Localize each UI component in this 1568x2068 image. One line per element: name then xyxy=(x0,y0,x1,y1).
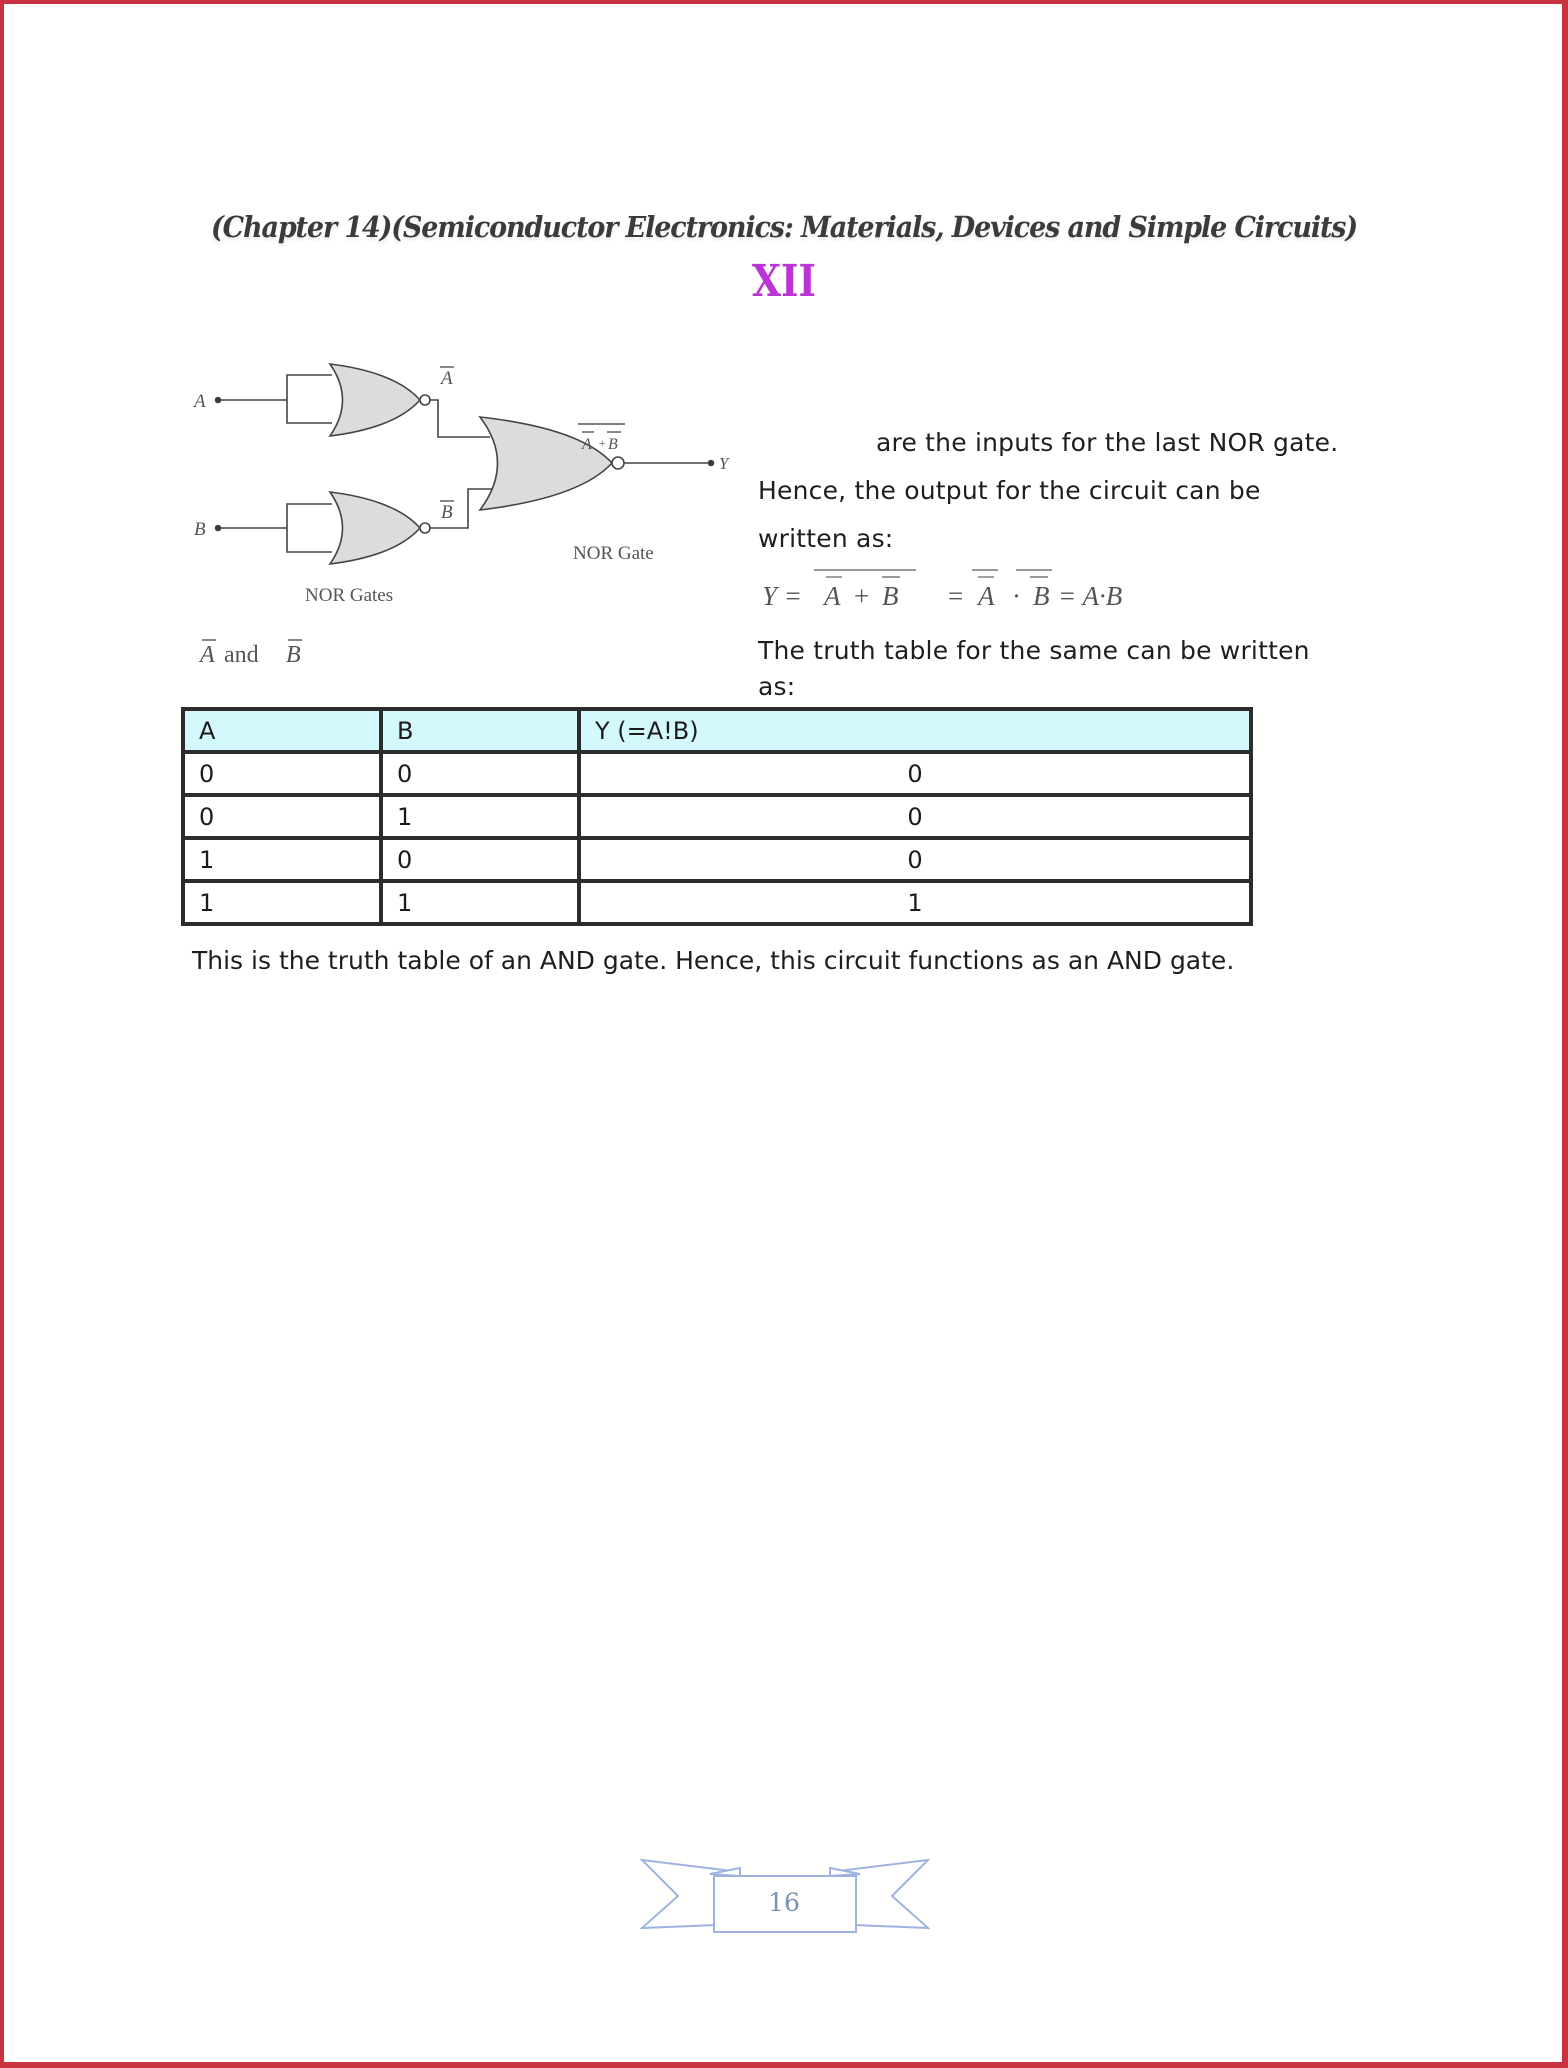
cell-b: 0 xyxy=(381,838,579,881)
nor-circuit-diagram xyxy=(180,340,760,680)
input-a-label: A xyxy=(194,391,206,412)
table-row xyxy=(183,795,1251,838)
svg-text:A: A xyxy=(978,581,995,611)
not-b-label: B xyxy=(441,502,453,523)
sum-label-op: + xyxy=(598,436,607,450)
sum-label-a: A xyxy=(582,436,592,453)
output-y-label: Y xyxy=(719,454,729,473)
table-row xyxy=(183,752,1251,795)
input-b-label: B xyxy=(194,519,206,540)
cell-y: 0 xyxy=(579,795,1251,838)
explanation-line-4: The truth table for the same can be written xyxy=(758,636,1310,665)
svg-text:B: B xyxy=(882,581,899,611)
cell-b: 1 xyxy=(381,881,579,924)
header-a: A xyxy=(183,709,381,752)
cell-a: 0 xyxy=(183,752,381,795)
class-label: XII xyxy=(751,256,817,307)
explanation-line-1: are the inputs for the last NOR gate. xyxy=(876,428,1339,457)
cell-y: 1 xyxy=(579,881,1251,924)
cell-a: 1 xyxy=(183,838,381,881)
cell-y: 0 xyxy=(579,752,1251,795)
nor-gate-label: NOR Gate xyxy=(573,543,654,564)
explanation-line-2: Hence, the output for the circuit can be xyxy=(758,476,1261,505)
svg-text:Y =: Y = xyxy=(762,581,802,611)
output-y-terminal xyxy=(709,461,714,466)
svg-text:·: · xyxy=(1012,581,1021,611)
svg-text:= A·B: = A·B xyxy=(1058,581,1123,611)
conclusion-text: This is the truth table of an AND gate. Hence, this circuit functions as an AND gate. xyxy=(192,946,1235,975)
input-b-terminal xyxy=(216,526,221,531)
caption-not-a: A xyxy=(200,642,215,668)
svg-text:A: A xyxy=(824,581,841,611)
header-y: Y (=A!B) xyxy=(579,709,1251,752)
cell-b: 1 xyxy=(381,795,579,838)
header-b: B xyxy=(381,709,579,752)
nor-gate-2 xyxy=(330,492,420,564)
page-number: 16 xyxy=(768,1888,800,1917)
table-row xyxy=(183,881,1251,924)
truth-table xyxy=(181,707,1253,926)
sum-label-b: B xyxy=(608,436,618,453)
cell-y: 0 xyxy=(579,838,1251,881)
cell-a: 1 xyxy=(183,881,381,924)
caption-and: and xyxy=(224,642,259,668)
explanation-line-5: as: xyxy=(758,672,796,701)
svg-text:+: + xyxy=(854,581,870,611)
boolean-equation xyxy=(758,566,1178,616)
nor-gates-label: NOR Gates xyxy=(305,585,394,606)
table-row xyxy=(183,838,1251,881)
caption-not-b: B xyxy=(286,642,301,668)
not-a-label: A xyxy=(441,368,453,389)
nor-gate-3 xyxy=(480,417,612,510)
input-a-terminal xyxy=(216,398,221,403)
nor-gate-1 xyxy=(330,364,420,436)
cell-b: 0 xyxy=(381,752,579,795)
explanation-line-3: written as: xyxy=(758,524,894,553)
svg-text:B: B xyxy=(1033,581,1050,611)
cell-a: 0 xyxy=(183,795,381,838)
svg-text:=: = xyxy=(948,581,964,611)
table-header-row xyxy=(183,709,1251,752)
chapter-title: (Chapter 14)(Semiconductor Electronics: Materials, Devices and Simple Circuits) xyxy=(210,210,1358,244)
